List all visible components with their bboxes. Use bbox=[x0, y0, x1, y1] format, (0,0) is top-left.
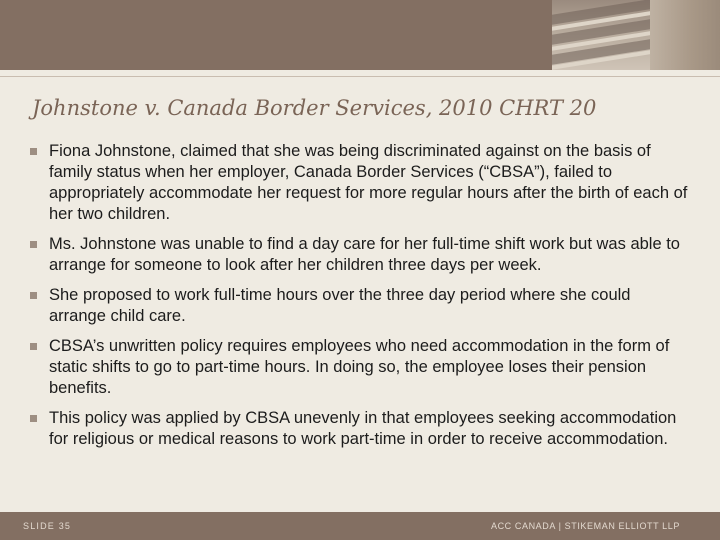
bullet-text: This policy was applied by CBSA unevenly in that employees seeking accommodation for religious or medical reasons to work part-time in order to receive accommodation. bbox=[49, 409, 677, 448]
slide-title: Johnstone v. Canada Border Services, 2010 CHRT 20 bbox=[32, 96, 597, 120]
bullet-item bbox=[30, 285, 690, 327]
bullet-item bbox=[30, 408, 690, 450]
bullet-square-icon bbox=[30, 148, 37, 155]
slide-number: SLIDE 35 bbox=[23, 521, 72, 531]
bullet-item bbox=[30, 234, 690, 276]
header-divider bbox=[0, 76, 720, 77]
bullet-item bbox=[30, 141, 690, 225]
bullet-square-icon bbox=[30, 241, 37, 248]
bullet-item bbox=[30, 336, 690, 399]
header-photo bbox=[552, 0, 720, 70]
bullet-text: She proposed to work full-time hours over the three day period where she could arrange child care. bbox=[49, 286, 631, 325]
bullet-square-icon bbox=[30, 415, 37, 422]
footer-firm: ACC CANADA | STIKEMAN ELLIOTT LLP bbox=[490, 521, 680, 531]
bullet-list bbox=[30, 141, 690, 459]
bullet-text: CBSA’s unwritten policy requires employees who need accommodation in the form of static shifts to go to part-time hours. In doing so, the employee loses their pension benefits. bbox=[49, 337, 670, 397]
bullet-square-icon bbox=[30, 292, 37, 299]
bullet-text: Ms. Johnstone was unable to find a day care for her full-time shift work but was able to arrange for someone to look after her children three days per week. bbox=[49, 235, 680, 274]
bullet-square-icon bbox=[30, 343, 37, 350]
bullet-text: Fiona Johnstone, claimed that she was being discriminated against on the basis of family status when her employer, Canada Border Services (“CBSA”), failed to appropriately accommodate her request for more regular hours after the birth of each of her two children. bbox=[49, 142, 688, 223]
